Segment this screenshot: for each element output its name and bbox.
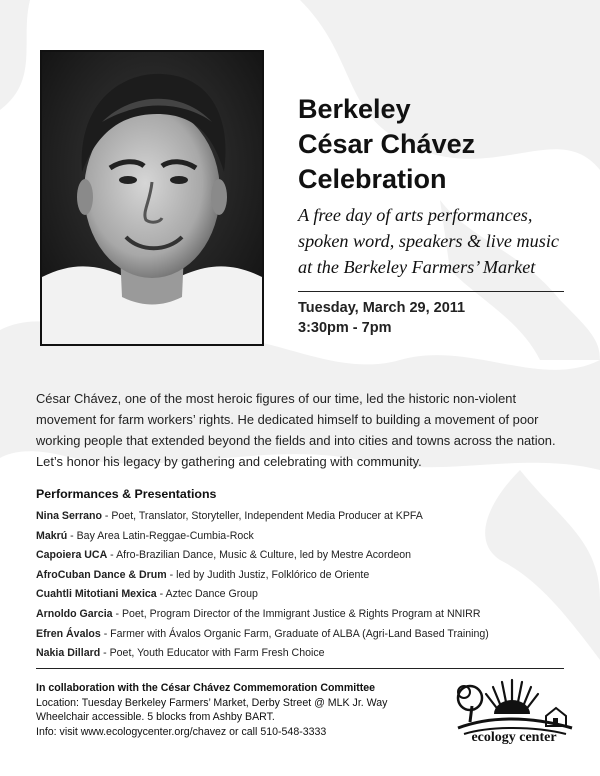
- logo-text: ecology center: [471, 730, 557, 745]
- performer-desc: - Poet, Youth Educator with Farm Fresh Choice: [100, 647, 325, 660]
- event-datetime: [298, 298, 465, 338]
- tagline-line: at the Berkeley Farmers’ Market: [298, 257, 536, 277]
- performer-name: Nina Serrano: [36, 510, 102, 522]
- performer-name: Capoiera UCA: [36, 549, 108, 562]
- title-line: Berkeley: [298, 94, 411, 124]
- performer-desc: - Poet, Program Director of the Immigrant Justice & Rights Program at NNIRR: [112, 607, 481, 620]
- performer-name: Nakia Dillard: [36, 647, 101, 660]
- list-item: [36, 507, 576, 527]
- performer-desc: - led by Judith Justiz, Folklórico de Oriente: [166, 568, 370, 581]
- event-date: Tuesday, March 29, 2011: [298, 300, 466, 316]
- event-tagline: [298, 202, 578, 280]
- list-item: [36, 546, 576, 566]
- list-item: [36, 625, 576, 645]
- list-item: [36, 585, 576, 605]
- footer-divider: [36, 668, 564, 669]
- portrait-illustration: [42, 52, 262, 344]
- list-item: [36, 527, 576, 547]
- performer-name: Makrú: [36, 529, 68, 542]
- performer-desc: - Poet, Translator, Storyteller, Independent Media Producer at KPFA: [101, 510, 423, 522]
- performer-desc: - Bay Area Latin-Reggae-Cumbia-Rock: [67, 529, 254, 542]
- event-title: [298, 92, 578, 197]
- performer-desc: - Farmer with Ávalos Organic Farm, Graduate of ALBA (Agri-Land Based Training): [100, 627, 489, 640]
- event-time: 3:30pm - 7pm: [298, 320, 392, 336]
- title-line: Celebration: [298, 164, 447, 194]
- portrait-photo: [40, 50, 264, 346]
- location-line: Location: Tuesday Berkeley Farmers’ Market, Derby Street @ MLK Jr. Way: [36, 696, 388, 709]
- performances-heading: Performances & Presentations: [36, 487, 217, 501]
- collaboration-line: In collaboration with the César Chávez Commemoration Committee: [36, 682, 376, 694]
- tagline-line: A free day of arts performances,: [298, 205, 533, 225]
- performer-name: AfroCuban Dance & Drum: [36, 568, 167, 581]
- performers-list: [36, 507, 576, 664]
- tagline-line: spoken word, speakers & live music: [298, 231, 559, 251]
- info-line: Info: visit www.ecologycenter.org/chavez or call 510-548-3333: [36, 725, 327, 738]
- footer-info: [36, 681, 456, 739]
- accessibility-line: Wheelchair accessible. 5 blocks from Ashby BART.: [36, 711, 275, 724]
- performer-desc: - Afro-Brazilian Dance, Music & Culture, led by Mestre Acordeon: [107, 549, 412, 562]
- performer-name: Efren Ávalos: [36, 627, 101, 640]
- performer-name: Arnoldo Garcia: [36, 607, 113, 620]
- list-item: [36, 644, 576, 664]
- intro-paragraph: César Chávez, one of the most heroic figures of our time, led the historic non-violent movement for farm workers’ rights. He dedicated himself to building a movement of poor working people that extended beyond the fields and into cities and towns across the nation. Let’s honor his legacy by gathering and celebrating with community.: [36, 391, 556, 469]
- performer-desc: - Aztec Dance Group: [156, 588, 258, 601]
- list-item: [36, 605, 576, 625]
- list-item: [36, 566, 576, 586]
- performer-name: Cuahtli Mitotiani Mexica: [36, 588, 157, 601]
- title-line: César Chávez: [298, 129, 476, 159]
- divider: [298, 291, 564, 292]
